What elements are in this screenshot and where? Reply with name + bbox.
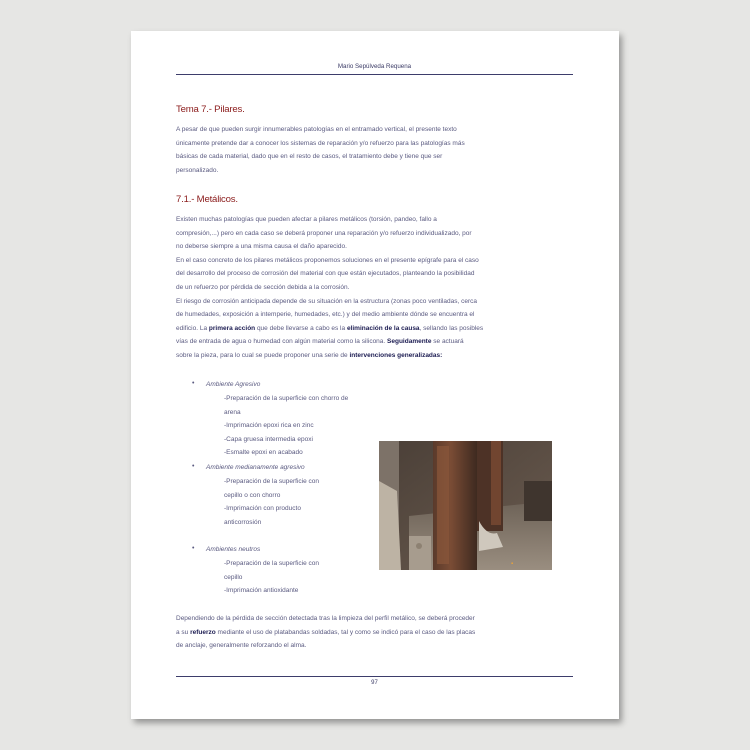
bold-primera-accion: primera acción (208, 324, 256, 332)
body-paragraphs (176, 213, 574, 363)
text-line: de anclaje, generalmente reforzando el alma. (176, 642, 307, 650)
text-run: mediante el uso de platabandas soldadas, tal y como se indicó para el caso de las placas (215, 628, 476, 636)
text-run: sobre la pieza, para lo cual se puede proponer una serie de (176, 351, 350, 359)
step-line: -Preparación de la superficie con (224, 478, 320, 485)
text-line (176, 335, 574, 349)
header-divider (176, 74, 573, 75)
bullet-icon: • (192, 463, 195, 470)
text-line: de un refuerzo por pérdida de sección debida a la corrosión. (176, 283, 350, 291)
step-group (224, 475, 364, 529)
text-line: Existen muchas patologías que pueden afectar a pilares metálicos (torsión, pandeo, fallo a (176, 216, 437, 223)
text-line: El riesgo de corrosión anticipada depende de su situación en la estructura (zonas poco ventiladas, cerca (176, 297, 477, 305)
step-line: -Imprimación epoxi rica en zinc (224, 422, 314, 430)
corroded-column-photo (379, 441, 552, 570)
text-run: vías de entrada de agua o humedad con algún material como la silicona. (176, 338, 388, 346)
text-line: no deberse siempre a una misma causa el daño aparecido. (176, 243, 347, 251)
list-item-env-medianamente (192, 463, 305, 471)
text-line (176, 626, 574, 640)
step-group (224, 557, 364, 598)
text-run: edificio. La (176, 324, 209, 332)
step-line: anticorrosión (224, 518, 262, 526)
bold-intervenciones: intervenciones generalizadas: (349, 351, 443, 359)
step-line: -Preparación de la superficie con (224, 560, 320, 567)
text-run: que debe llevarse a cabo es la (255, 324, 347, 332)
step-line: -Imprimación antioxidante (224, 587, 299, 595)
page-header-author: Mario Sepúlveda Requena (337, 63, 412, 70)
step-line: -Esmalte epoxi en acabado (224, 449, 303, 457)
env-name: Ambiente medianamente agresivo (206, 464, 305, 471)
step-line: -Preparación de la superficie con chorro de arena (224, 395, 349, 416)
text-line: de humedades, exposición a intemperie, humedades, etc.) y del medio ambiente dónde se encuentra el (176, 311, 475, 319)
text-line: del desarrollo del proceso de corrosión del material con que están ejecutados, planteando la posibilidad (176, 270, 475, 278)
text-line: básicas de cada material, dado que en el resto de casos, el tratamiento debe y tiene que ser (176, 153, 443, 161)
bullet-icon: • (192, 545, 195, 552)
text-line: compresión,...) pero en cada caso se deberá proponer una reparación y/o refuerzo individualizado, por (176, 229, 472, 237)
text-run: se actuará (431, 338, 464, 346)
bold-seguidamente: Seguidamente (387, 338, 432, 346)
step-line: cepillo (224, 573, 243, 581)
intro-paragraph (176, 123, 574, 177)
page-number: 97 (371, 680, 378, 686)
text-line: Dependiendo de la pérdida de sección detectada tras la limpieza del perfil metálico, se deberá proceder (176, 615, 475, 622)
env-name: Ambientes neutros (206, 546, 261, 553)
footer-divider (176, 676, 573, 677)
text-line: personalizado. (176, 166, 219, 174)
section-title: Tema 7.- Pilares. (176, 104, 245, 115)
svg-text:▪: ▪ (511, 561, 514, 567)
step-group (224, 392, 364, 460)
subsection-title: 7.1.- Metálicos. (176, 194, 238, 205)
bold-eliminacion-causa: eliminación de la causa (346, 324, 420, 332)
list-item-env-neutros (192, 545, 261, 553)
text-line (176, 322, 574, 336)
text-line: A pesar de que pueden surgir innumerables patologías en el entramado vertical, el presente texto (176, 126, 457, 133)
env-name: Ambiente Agresivo (206, 381, 261, 388)
document-page (131, 31, 619, 719)
list-item-env-agresivo (192, 380, 261, 388)
step-line: cepillo o con chorro (224, 491, 281, 499)
bold-refuerzo: refuerzo (190, 628, 216, 636)
step-line: -Imprimación con producto (224, 505, 301, 513)
bullet-icon: • (192, 380, 195, 387)
step-line: -Capa gruesa intermedia epoxi (224, 435, 313, 443)
text-line (176, 349, 574, 363)
text-line: únicamente pretende dar a conocer los sistemas de reparación y/o refuerzo para las patologías más (176, 139, 465, 147)
closing-paragraph (176, 612, 574, 653)
text-run: a su (176, 628, 191, 636)
text-line: En el caso concreto de los pilares metálicos proponemos soluciones en el presente epígrafe para el caso (176, 256, 479, 264)
text-run: , sellando las posibles (419, 324, 484, 332)
